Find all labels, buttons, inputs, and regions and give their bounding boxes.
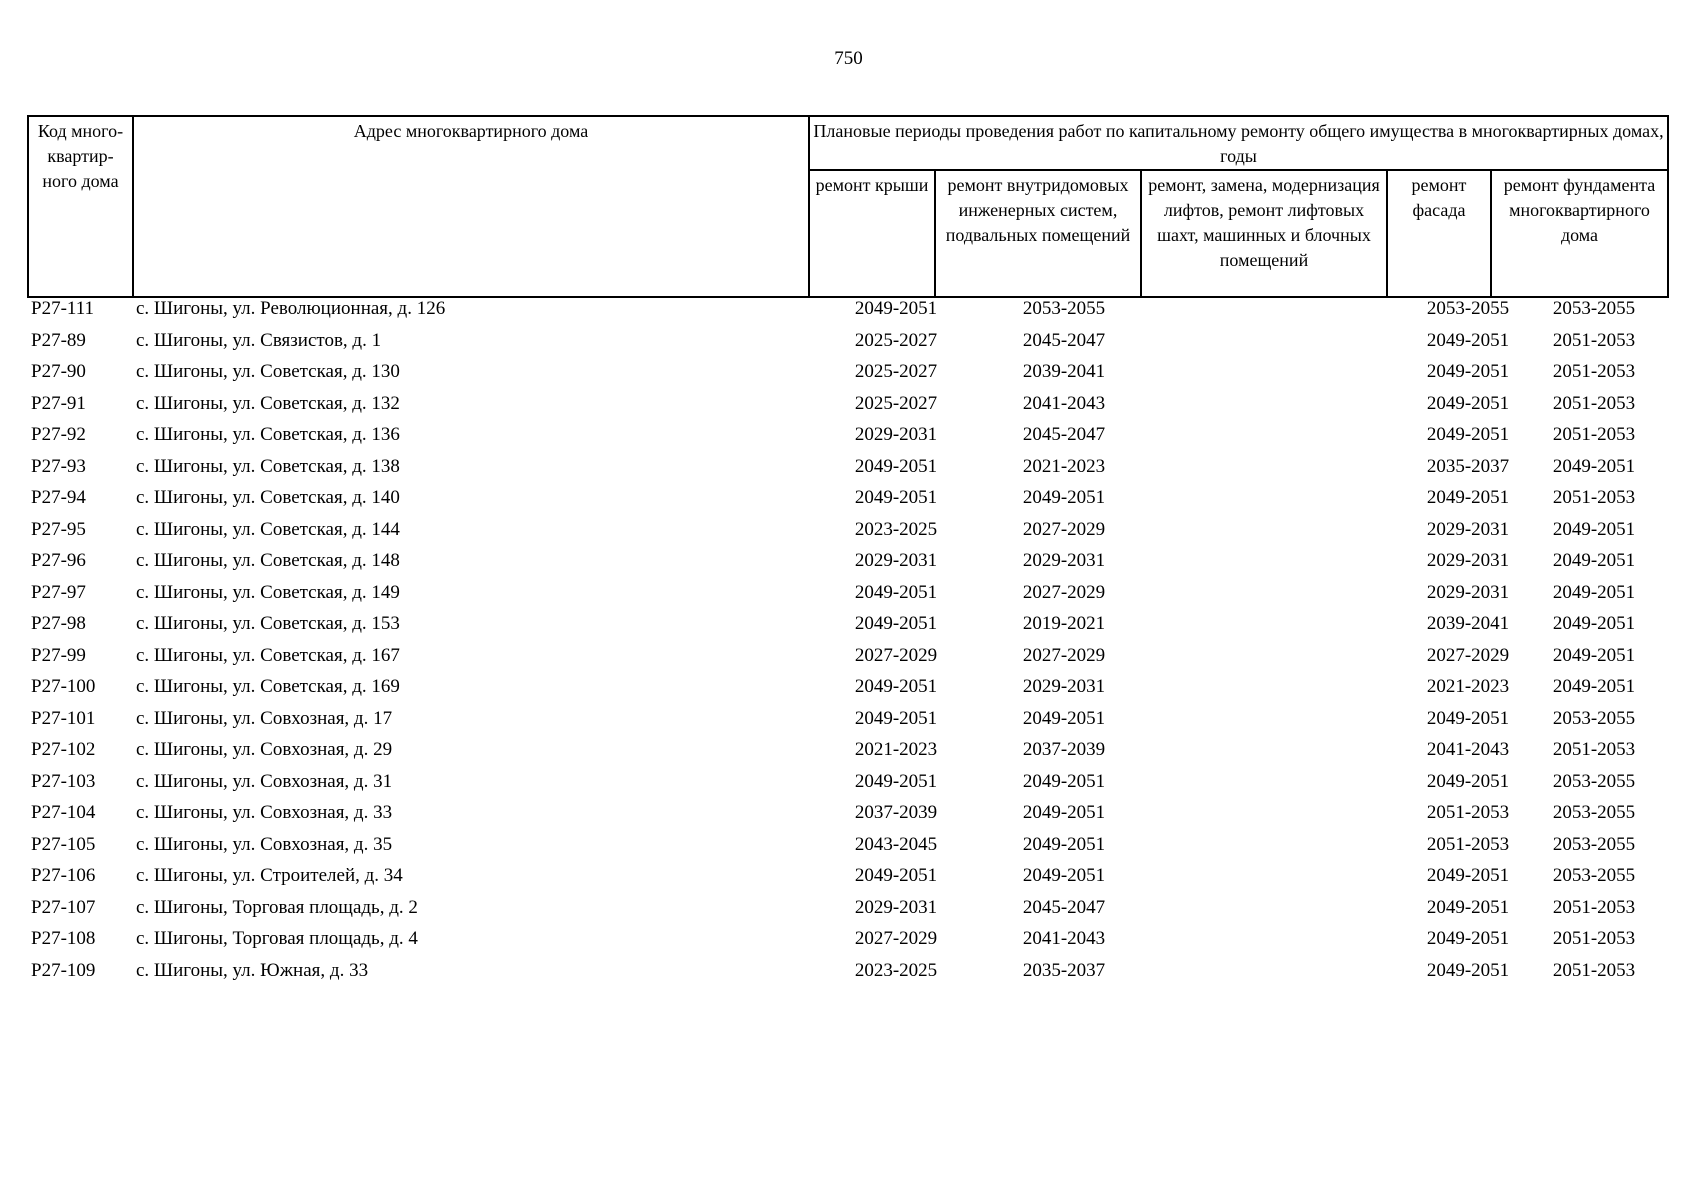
- cell-roof: 2043-2045: [854, 833, 938, 855]
- cell-code: Р27-100: [31, 676, 96, 697]
- cell-roof: 2037-2039: [854, 802, 938, 823]
- cell-code: Р27-104: [31, 802, 96, 823]
- cell-systems: 2027-2029: [1022, 644, 1106, 666]
- table-row: [27, 834, 1667, 866]
- cell-systems: 2049-2051: [1022, 865, 1106, 886]
- cell-roof: 2049-2051: [854, 770, 938, 792]
- cell-foundation: 2053-2055: [1552, 865, 1636, 886]
- cell-facade: 2051-2053: [1426, 802, 1510, 823]
- header-lifts: ремонт, замена, модернизация лифтов, ремонт лифтовых шахт, машинных и блочных помещений: [1141, 170, 1387, 297]
- table-row: [27, 550, 1667, 582]
- cell-roof: 2025-2027: [854, 392, 938, 414]
- table-row: [27, 676, 1667, 708]
- header-periods-group: Плановые периоды проведения работ по капитальному ремонту общего имущества в многоквартирных домах, годы: [809, 116, 1668, 170]
- cell-facade: 2049-2051: [1426, 361, 1510, 382]
- cell-code: Р27-92: [31, 424, 86, 445]
- cell-systems: 2027-2029: [1022, 518, 1106, 540]
- cell-systems: 2039-2041: [1022, 361, 1106, 382]
- cell-address: с. Шигоны, ул. Совхозная, д. 31: [136, 770, 393, 792]
- cell-facade: 2049-2051: [1426, 770, 1510, 792]
- cell-systems: 2045-2047: [1022, 329, 1106, 351]
- cell-systems: 2041-2043: [1022, 392, 1106, 414]
- cell-roof: 2023-2025: [854, 518, 938, 540]
- cell-facade: 2049-2051: [1426, 896, 1510, 918]
- cell-address: с. Шигоны, ул. Совхозная, д. 33: [136, 802, 393, 823]
- table-row: [27, 487, 1667, 519]
- cell-address: с. Шигоны, ул. Советская, д. 138: [136, 455, 400, 477]
- cell-facade: 2041-2043: [1426, 739, 1510, 760]
- cell-code: Р27-99: [31, 644, 86, 666]
- cell-roof: 2023-2025: [854, 959, 938, 981]
- cell-code: Р27-95: [31, 518, 86, 540]
- cell-systems: 2037-2039: [1022, 739, 1106, 760]
- cell-foundation: 2051-2053: [1552, 361, 1636, 382]
- cell-foundation: 2053-2055: [1552, 707, 1636, 729]
- cell-foundation: 2049-2051: [1552, 676, 1636, 697]
- table-row: [27, 960, 1667, 992]
- cell-address: с. Шигоны, ул. Советская, д. 136: [136, 424, 400, 445]
- cell-address: с. Шигоны, ул. Совхозная, д. 17: [136, 707, 393, 729]
- cell-roof: 2049-2051: [854, 298, 938, 319]
- cell-foundation: 2051-2053: [1552, 959, 1636, 981]
- cell-roof: 2029-2031: [854, 896, 938, 918]
- header-address: Адрес многоквартирного дома: [133, 116, 809, 297]
- cell-systems: 2053-2055: [1022, 298, 1106, 319]
- cell-roof: 2049-2051: [854, 487, 938, 508]
- cell-facade: 2029-2031: [1426, 518, 1510, 540]
- table-body: [27, 298, 1667, 991]
- cell-foundation: 2051-2053: [1552, 329, 1636, 351]
- table-row: [27, 928, 1667, 960]
- table-row: [27, 361, 1667, 393]
- cell-foundation: 2051-2053: [1552, 424, 1636, 445]
- cell-facade: 2049-2051: [1426, 329, 1510, 351]
- cell-facade: 2049-2051: [1426, 424, 1510, 445]
- cell-address: с. Шигоны, ул. Советская, д. 144: [136, 518, 400, 540]
- cell-roof: 2029-2031: [854, 550, 938, 571]
- cell-systems: 2045-2047: [1022, 424, 1106, 445]
- header-facade: ремонт фасада: [1387, 170, 1491, 297]
- table-row: [27, 393, 1667, 425]
- cell-facade: 2029-2031: [1426, 581, 1510, 603]
- cell-address: с. Шигоны, ул. Советская, д. 153: [136, 613, 400, 634]
- cell-roof: 2027-2029: [854, 644, 938, 666]
- table-row: [27, 897, 1667, 929]
- table-row: [27, 865, 1667, 897]
- header-roof: ремонт крыши: [809, 170, 935, 297]
- cell-foundation: 2049-2051: [1552, 518, 1636, 540]
- cell-roof: 2049-2051: [854, 581, 938, 603]
- table-row: [27, 456, 1667, 488]
- cell-facade: 2049-2051: [1426, 959, 1510, 981]
- cell-foundation: 2053-2055: [1552, 770, 1636, 792]
- cell-foundation: 2051-2053: [1552, 487, 1636, 508]
- page-number: 750: [834, 48, 863, 69]
- cell-address: с. Шигоны, Торговая площадь, д. 2: [136, 896, 418, 918]
- header-systems: ремонт внутридомовых инженерных систем, подвальных помещений: [935, 170, 1141, 297]
- cell-address: с. Шигоны, ул. Советская, д. 148: [136, 550, 400, 571]
- cell-code: Р27-101: [31, 707, 96, 729]
- cell-foundation: 2049-2051: [1552, 644, 1636, 666]
- cell-systems: 2041-2043: [1022, 928, 1106, 949]
- cell-foundation: 2053-2055: [1552, 833, 1636, 855]
- cell-code: Р27-106: [31, 865, 96, 886]
- table-row: [27, 739, 1667, 771]
- table-row: [27, 424, 1667, 456]
- cell-address: с. Шигоны, ул. Связистов, д. 1: [136, 329, 382, 351]
- table-row: [27, 645, 1667, 677]
- cell-code: Р27-93: [31, 455, 86, 477]
- table-row: [27, 330, 1667, 362]
- cell-code: Р27-107: [31, 896, 96, 918]
- cell-roof: 2027-2029: [854, 928, 938, 949]
- cell-code: Р27-108: [31, 928, 96, 949]
- cell-roof: 2025-2027: [854, 329, 938, 351]
- cell-address: с. Шигоны, ул. Южная, д. 33: [136, 959, 369, 981]
- cell-address: с. Шигоны, Торговая площадь, д. 4: [136, 928, 418, 949]
- cell-code: Р27-97: [31, 581, 86, 603]
- table-row: [27, 613, 1667, 645]
- cell-code: Р27-94: [31, 487, 86, 508]
- cell-code: Р27-89: [31, 329, 86, 351]
- cell-foundation: 2053-2055: [1552, 298, 1636, 319]
- cell-facade: 2049-2051: [1426, 487, 1510, 508]
- cell-foundation: 2049-2051: [1552, 550, 1636, 571]
- table-row: [27, 708, 1667, 740]
- cell-code: Р27-90: [31, 361, 86, 382]
- cell-facade: 2053-2055: [1426, 298, 1510, 319]
- cell-address: с. Шигоны, ул. Революционная, д. 126: [136, 298, 446, 319]
- cell-address: с. Шигоны, ул. Советская, д. 169: [136, 676, 400, 697]
- cell-roof: 2049-2051: [854, 707, 938, 729]
- cell-foundation: 2051-2053: [1552, 896, 1636, 918]
- cell-foundation: 2049-2051: [1552, 581, 1636, 603]
- cell-systems: 2049-2051: [1022, 833, 1106, 855]
- cell-roof: 2021-2023: [854, 739, 938, 760]
- cell-address: с. Шигоны, ул. Советская, д. 140: [136, 487, 400, 508]
- cell-foundation: 2049-2051: [1552, 613, 1636, 634]
- cell-systems: 2029-2031: [1022, 550, 1106, 571]
- table-row: [27, 582, 1667, 614]
- table-row: [27, 298, 1667, 330]
- cell-code: Р27-103: [31, 770, 96, 792]
- cell-foundation: 2051-2053: [1552, 928, 1636, 949]
- cell-code: Р27-96: [31, 550, 86, 571]
- cell-systems: 2049-2051: [1022, 487, 1106, 508]
- cell-roof: 2049-2051: [854, 455, 938, 477]
- table-row: [27, 802, 1667, 834]
- table-row: [27, 519, 1667, 551]
- cell-code: Р27-111: [31, 298, 94, 319]
- cell-facade: 2049-2051: [1426, 865, 1510, 886]
- cell-address: с. Шигоны, ул. Совхозная, д. 35: [136, 833, 393, 855]
- table-row: [27, 771, 1667, 803]
- cell-code: Р27-105: [31, 833, 96, 855]
- cell-systems: 2019-2021: [1022, 613, 1106, 634]
- cell-facade: 2049-2051: [1426, 928, 1510, 949]
- cell-foundation: 2051-2053: [1552, 739, 1636, 760]
- cell-foundation: 2049-2051: [1552, 455, 1636, 477]
- cell-systems: 2021-2023: [1022, 455, 1106, 477]
- cell-systems: 2027-2029: [1022, 581, 1106, 603]
- cell-code: Р27-98: [31, 613, 86, 634]
- cell-roof: 2049-2051: [854, 613, 938, 634]
- cell-facade: 2035-2037: [1426, 455, 1510, 477]
- cell-facade: 2049-2051: [1426, 707, 1510, 729]
- cell-address: с. Шигоны, ул. Совхозная, д. 29: [136, 739, 393, 760]
- cell-facade: 2051-2053: [1426, 833, 1510, 855]
- cell-code: Р27-109: [31, 959, 96, 981]
- cell-foundation: 2051-2053: [1552, 392, 1636, 414]
- cell-foundation: 2053-2055: [1552, 802, 1636, 823]
- cell-systems: 2049-2051: [1022, 707, 1106, 729]
- cell-facade: 2027-2029: [1426, 644, 1510, 666]
- cell-address: с. Шигоны, ул. Советская, д. 130: [136, 361, 400, 382]
- cell-systems: 2045-2047: [1022, 896, 1106, 918]
- cell-code: Р27-102: [31, 739, 96, 760]
- cell-address: с. Шигоны, ул. Советская, д. 132: [136, 392, 400, 414]
- cell-systems: 2049-2051: [1022, 770, 1106, 792]
- header-code: Код много-квартир-ного дома: [28, 116, 133, 297]
- cell-facade: 2039-2041: [1426, 613, 1510, 634]
- cell-facade: 2021-2023: [1426, 676, 1510, 697]
- cell-roof: 2029-2031: [854, 424, 938, 445]
- header-foundation: ремонт фундамента многоквартирного дома: [1491, 170, 1668, 297]
- cell-systems: 2049-2051: [1022, 802, 1106, 823]
- cell-address: с. Шигоны, ул. Строителей, д. 34: [136, 865, 403, 886]
- cell-code: Р27-91: [31, 392, 86, 414]
- cell-roof: 2025-2027: [854, 361, 938, 382]
- table-header: [27, 115, 1669, 298]
- cell-systems: 2029-2031: [1022, 676, 1106, 697]
- cell-address: с. Шигоны, ул. Советская, д. 167: [136, 644, 400, 666]
- cell-address: с. Шигоны, ул. Советская, д. 149: [136, 581, 400, 603]
- cell-systems: 2035-2037: [1022, 959, 1106, 981]
- cell-facade: 2049-2051: [1426, 392, 1510, 414]
- cell-roof: 2049-2051: [854, 676, 938, 697]
- cell-roof: 2049-2051: [854, 865, 938, 886]
- cell-facade: 2029-2031: [1426, 550, 1510, 571]
